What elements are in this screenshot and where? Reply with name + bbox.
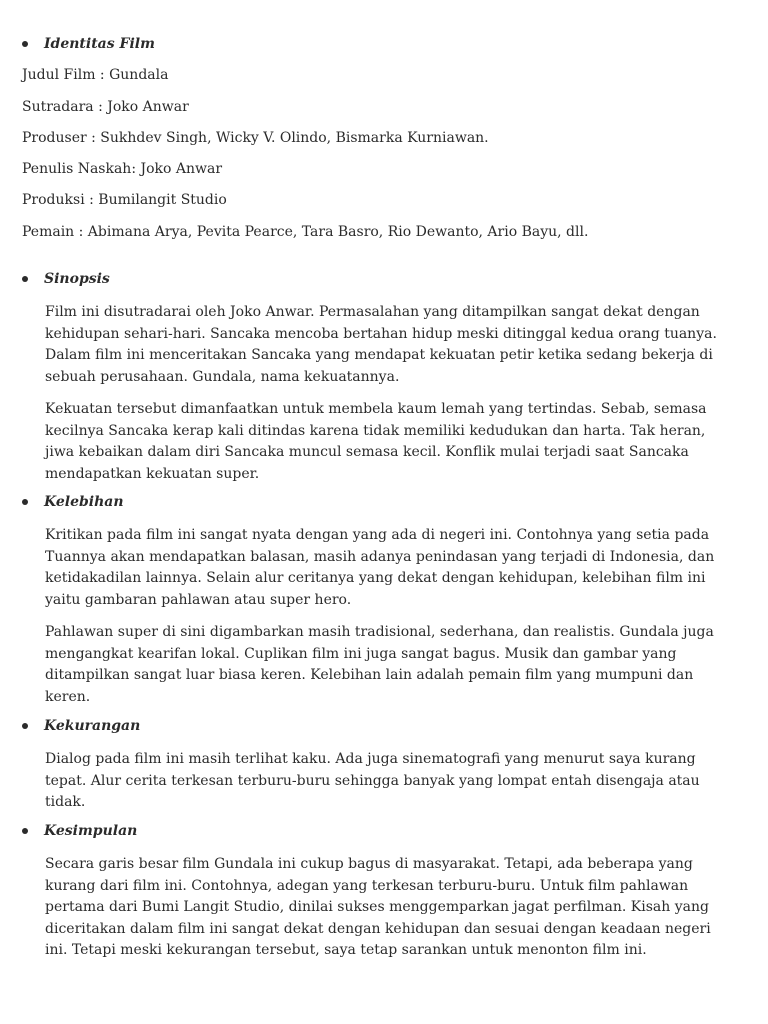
- kekurangan-paragraph: Dialog pada film ini masih terlihat kaku. Ada juga sinematografi yang menurut saya kurang tepat. Alur cerita terkesan terburu-buru sehingga banyak yang lompat entah disengaja atau tidak.: [45, 751, 700, 810]
- kekurangan-heading: Kekurangan: [44, 718, 141, 734]
- section-heading-kelebihan: [22, 492, 124, 512]
- sinopsis-heading: Sinopsis: [44, 271, 110, 287]
- bullet-icon: [22, 41, 28, 47]
- kesimpulan-heading: Kesimpulan: [44, 823, 138, 839]
- sinopsis-paragraph-1: Film ini disutradarai oleh Joko Anwar. Permasalahan yang ditampilkan sangat dekat dengan kehidupan sehari-hari. Sancaka mencoba bertahan hidup meski ditinggal kedua orang tuanya. Dalam film ini menceritakan Sancaka yang mendapat kekuatan petir ketika sedang bekerja di sebuah perusahaan. Gundala, nama kekuatannya.: [45, 304, 717, 385]
- section-heading-identitas: [22, 34, 155, 54]
- bullet-icon: [22, 723, 28, 729]
- bullet-icon: [22, 276, 28, 282]
- field-penulis-naskah: Penulis Naskah: Joko Anwar: [22, 161, 223, 177]
- field-produksi: Produksi : Bumilangit Studio: [22, 192, 227, 208]
- kelebihan-paragraph-2: Pahlawan super di sini digambarkan masih tradisional, sederhana, dan realistis. Gundala juga mengangkat kearifan lokal. Cuplikan film ini juga sangat bagus. Musik dan gambar yang ditampilkan sangat luar biasa keren. Kelebihan lain adalah pemain film yang mumpuni dan keren.: [45, 624, 714, 705]
- field-sutradara: Sutradara : Joko Anwar: [22, 99, 189, 115]
- section-heading-sinopsis: [22, 269, 110, 289]
- bullet-icon: [22, 499, 28, 505]
- sinopsis-paragraph-2: Kekuatan tersebut dimanfaatkan untuk membela kaum lemah yang tertindas. Sebab, semasa kecilnya Sancaka kerap kali ditindas karena tidak memiliki kedudukan dan harta. Tak heran, jiwa kebaikan dalam diri Sancaka muncul semasa kecil. Konflik mulai terjadi saat Sancaka mendapatkan kekuatan super.: [45, 401, 707, 482]
- field-pemain: Pemain : Abimana Arya, Pevita Pearce, Tara Basro, Rio Dewanto, Ario Bayu, dll.: [22, 224, 589, 240]
- bullet-icon: [22, 828, 28, 834]
- field-judul-film: Judul Film : Gundala: [22, 67, 169, 83]
- identitas-heading: Identitas Film: [44, 36, 155, 52]
- kelebihan-heading: Kelebihan: [44, 494, 124, 510]
- kelebihan-paragraph-1: Kritikan pada film ini sangat nyata dengan yang ada di negeri ini. Contohnya yang setia pada Tuannya akan mendapatkan balasan, masih adanya penindasan yang terjadi di Indonesia, dan ketidakadilan lainnya. Selain alur ceritanya yang dekat dengan kehidupan, kelebihan film ini yaitu gambaran pahlawan atau super hero.: [45, 527, 715, 608]
- section-heading-kekurangan: [22, 716, 140, 736]
- kesimpulan-paragraph: Secara garis besar film Gundala ini cukup bagus di masyarakat. Tetapi, ada beberapa yang kurang dari film ini. Contohnya, adegan yang terkesan terburu-buru. Untuk film pahlawan pertama dari Bumi Langit Studio, dinilai sukses menggemparkan jagat perfilman. Kisah yang diceritakan dalam film ini sangat dekat dengan kehidupan dan sesuai dengan keadaan negeri ini. Tetapi meski kekurangan tersebut, saya tetap sarankan untuk menonton film ini.: [45, 856, 711, 958]
- field-produser: Produser : Sukhdev Singh, Wicky V. Olindo, Bismarka Kurniawan.: [22, 130, 489, 146]
- section-heading-kesimpulan: [22, 821, 137, 841]
